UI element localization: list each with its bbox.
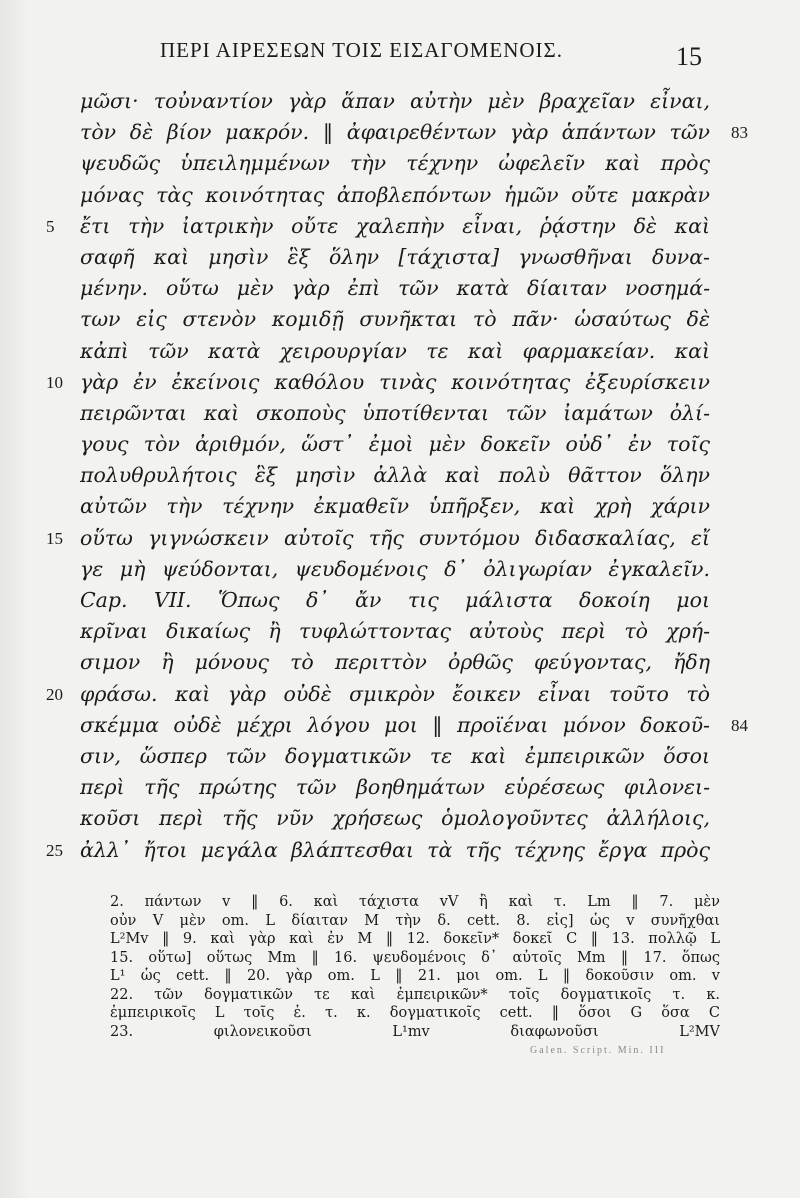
apparatus-line: 2. πάντων v ‖ 6. καὶ τάχιστα vV ἢ καὶ τ. Lm ‖ 7. μὲν	[110, 894, 720, 910]
text-line	[46, 211, 720, 242]
apparatus-line: 23. φιλονεικοῦσι L¹mv διαφωνοῦσι L²MV	[110, 1023, 720, 1040]
line-text: οὕτω γιγνώσκειν αὐτοῖς τῆς συντόμου διδασκαλίας, εἴ	[80, 525, 710, 550]
text-line	[80, 398, 720, 429]
line-number: 25	[46, 840, 63, 860]
line-text: μόνας τὰς κοινότητας ἀποβλεπόντων ἡμῶν οὔτε μακρὰν	[80, 182, 710, 207]
signature-line: Galen. Script. Min. III	[530, 1045, 666, 1056]
line-text: ἔτι τὴν ἰατρικὴν οὔτε χαλεπὴν εἶναι, ῥᾴστην δὲ καὶ	[80, 213, 710, 238]
line-text: Cap. VII. Ὅπως δ᾽ ἄν τις μάλιστα δοκοίη μοι	[80, 588, 710, 612]
line-text: γους τὸν ἀριθμόν, ὥστ᾽ ἐμοὶ μὲν δοκεῖν οὐδ᾽ ἐν τοῖς	[80, 432, 710, 457]
line-number: 10	[46, 372, 63, 392]
margin-page-reference: 83	[731, 123, 748, 143]
apparatus-line: 22. τῶν δογματικῶν τε καὶ ἐμπειρικῶν* τοῖς δογματικοῖς τ. κ.	[110, 986, 720, 1003]
line-text: αὐτῶν τὴν τέχνην ἐκμαθεῖν ὑπῆρξεν, καὶ χρὴ χάριν	[80, 494, 710, 519]
line-text: μῶσι· τοὐναντίον γὰρ ἅπαν αὐτὴν μὲν βραχεῖαν εἶναι,	[80, 89, 710, 113]
line-text: περὶ τῆς πρώτης τῶν βοηθημάτων εὑρέσεως φιλονει-	[80, 775, 710, 800]
line-text: σιν, ὥσπερ τῶν δογματικῶν τε καὶ ἐμπειρικῶν ὅσοι	[80, 743, 710, 768]
margin-page-reference: 84	[731, 715, 748, 735]
text-line	[46, 835, 720, 866]
line-text: σαφῆ καὶ μησὶν ἓξ ὅλην [τάχιστα] γνωσθῆναι δυνα-	[80, 244, 710, 269]
line-text: κοῦσι περὶ τῆς νῦν χρήσεως ὁμολογοῦντες ἀλλήλοις,	[80, 806, 710, 831]
apparatus-line: L¹ ὡς cett. ‖ 20. γὰρ om. L ‖ 21. μοι om. L ‖ δοκοῦσιν om. v	[110, 968, 720, 984]
text-line	[80, 491, 720, 522]
text-line	[80, 710, 748, 741]
apparatus-line: οὖν V μὲν om. L δίαιταν M τὴν δ. cett. 8. εἰς] ὡς v συνῆχθαι	[110, 912, 720, 929]
line-number: 20	[46, 684, 63, 704]
text-line	[80, 336, 720, 367]
page-number: 15	[676, 42, 702, 71]
line-text: ἀλλ᾽ ἤτοι μεγάλα βλάπτεσθαι τὰ τῆς τέχνης ἔργα πρὸς	[80, 837, 710, 862]
text-line	[80, 429, 720, 460]
text-line	[80, 616, 720, 647]
line-number: 5	[46, 216, 55, 236]
text-line	[80, 180, 720, 211]
line-text: ψευδῶς ὑπειλημμένων τὴν τέχνην ὠφελεῖν καὶ πρὸς	[80, 151, 710, 176]
line-text: μένην. οὕτω μὲν γὰρ ἐπὶ τῶν κατὰ δίαιταν νοσημά-	[80, 276, 710, 301]
apparatus-line: ἐμπειρικοῖς L τοῖς ἐ. τ. κ. δογματικοῖς cett. ‖ ὅσοι G ὅσα C	[110, 1005, 720, 1021]
line-text: των εἰς στενὸν κομιδῇ συνῆκται τὸ πᾶν· ὡσαύτως δὲ	[80, 307, 710, 332]
line-text: φράσω. καὶ γὰρ οὐδὲ σμικρὸν ἔοικεν εἶναι τοῦτο τὸ	[80, 681, 710, 706]
text-line	[80, 304, 720, 335]
running-title: ΠΕΡΙ ΑΙΡΕΣΕΩΝ ΤΟΙΣ ΕΙΣΑΓΟΜΕΝΟΙΣ.	[160, 38, 564, 62]
text-line	[80, 741, 720, 772]
line-text: κἀπὶ τῶν κατὰ χειρουργίαν τε καὶ φαρμακείαν. καὶ	[80, 338, 710, 363]
line-text: πολυθρυλήτοις ἓξ μησὶν ἀλλὰ καὶ πολὺ θᾶττον ὅλην	[80, 463, 710, 488]
line-number: 15	[46, 528, 63, 548]
text-line	[46, 679, 720, 710]
line-text: σκέμμα οὐδὲ μέχρι λόγου μοι ‖ προϊέναι μόνον δοκοῦ-	[80, 712, 710, 737]
critical-apparatus	[110, 893, 720, 1041]
text-line	[80, 554, 720, 585]
text-line	[80, 86, 720, 117]
text-line	[80, 772, 720, 803]
line-text: σιμον ἢ μόνους τὸ περιττὸν ὀρθῶς φεύγοντας, ἤδη	[80, 650, 710, 675]
line-text: κρῖναι δικαίως ἢ τυφλώττοντας αὐτοὺς περὶ τὸ χρή-	[80, 619, 710, 644]
line-text: γὰρ ἐν ἐκείνοις καθόλου τινὰς κοινότητας ἐξευρίσκειν	[80, 369, 710, 394]
text-line	[46, 523, 720, 554]
text-line	[80, 148, 720, 179]
text-line	[80, 273, 720, 304]
text-line	[80, 117, 748, 148]
text-line	[80, 585, 720, 616]
text-line	[80, 460, 720, 491]
text-line	[80, 647, 720, 678]
line-text: πειρῶνται καὶ σκοποὺς ὑποτίθενται τῶν ἰαμάτων ὀλί-	[80, 400, 710, 425]
apparatus-line: 15. οὕτω] οὕτως Mm ‖ 16. ψευδομένοις δ᾽ αὐτοῖς Mm ‖ 17. ὅπως	[110, 949, 720, 966]
apparatus-line: L²Mv ‖ 9. καὶ γὰρ καὶ ἐν M ‖ 12. δοκεῖν* δοκεῖ C ‖ 13. πολλῷ L	[110, 931, 720, 947]
text-line	[80, 242, 720, 273]
line-text: γε μὴ ψεύδονται, ψευδομένοις δ᾽ ὀλιγωρίαν ἐγκαλεῖν.	[80, 556, 710, 581]
text-line	[80, 803, 720, 834]
main-text	[46, 86, 748, 866]
line-text: τὸν δὲ βίον μακρόν. ‖ ἀφαιρεθέντων γὰρ ἁπάντων τῶν	[80, 120, 710, 145]
text-line	[46, 367, 720, 398]
